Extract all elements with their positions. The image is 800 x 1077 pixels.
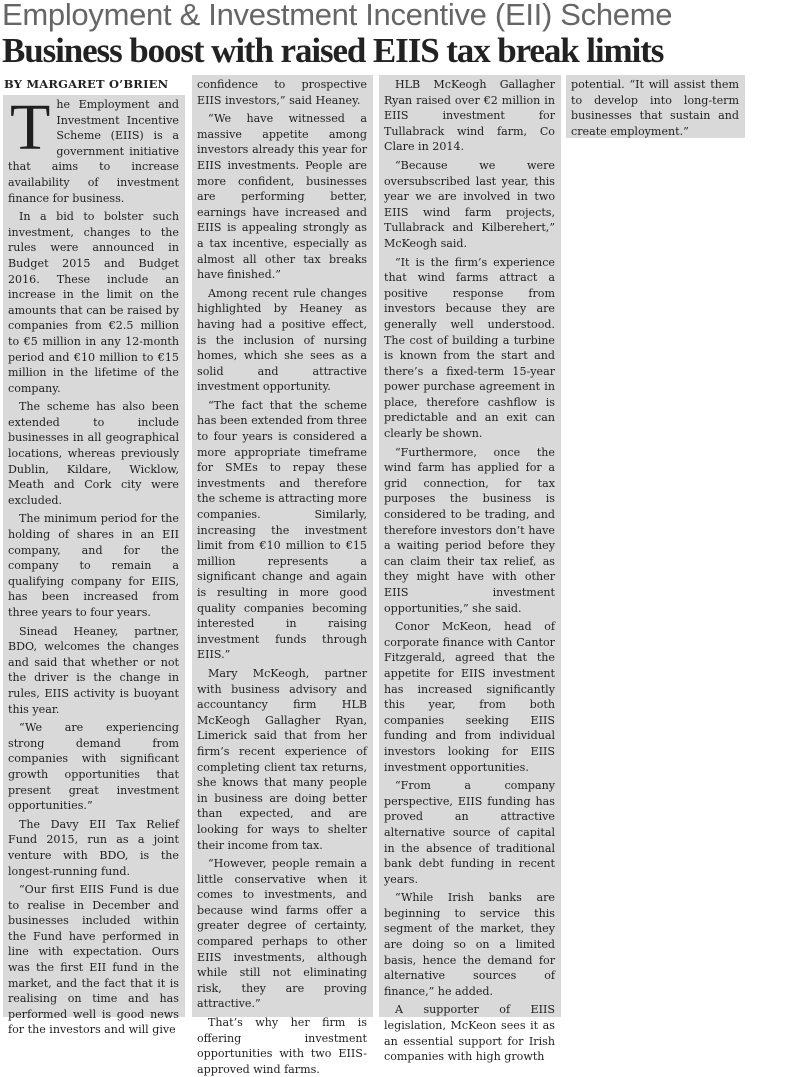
paragraph: “However, people remain a little conservative when it comes to investments, and because wind farms offer a greater degree of certainty, compared perhaps to other EIIS investments, although while still not eliminating risk, they are proving attractive.” [197, 857, 367, 1011]
paragraph: potential. “It will assist them to develop into long-term businesses that sustain and create employment.” [571, 78, 739, 138]
paragraph: Conor McKeon, head of corporate finance with Cantor Fitzgerald, agreed that the appetite for EIIS investment has increased significantly this year, from both companies seeking EIIS funding and from individual investors looking for EIIS investment opportunities. [384, 620, 555, 774]
paragraph: HLB McKeogh Gallagher Ryan raised over €2 million in EIIS investment for Tullabrack wind farm, Co Clare in 2014. [384, 78, 555, 154]
drop-cap: T [10, 91, 51, 164]
paragraph: That’s why her firm is offering investment opportunities with two EIIS-approved wind farms. [197, 1016, 367, 1076]
paragraph: “We are experiencing strong demand from companies with significant growth opportunities that present great investment opportunities.” [8, 721, 179, 813]
paragraph: confidence to prospective EIIS investors,” said Heaney. [197, 78, 367, 107]
paragraph: “Our first EIIS Fund is due to realise in December and businesses included within the Fund have performed in line with expectation. Ours was the first EII fund in the market, and the fact that it is realising on time and has performed well is good news for the investors and will give [8, 883, 179, 1037]
paragraph: “While Irish banks are beginning to service this segment of the market, they are doing so on a limited basis, hence the demand for alternative sources of finance,” he added. [384, 891, 555, 998]
column-1 [3, 91, 185, 1037]
headline: Business boost with raised EIIS tax break limits [2, 31, 664, 70]
column-3 [379, 75, 561, 1064]
paragraph: “Furthermore, once the wind farm has applied for a grid connection, for tax purposes the business is considered to be trading, and therefore investors don’t have a waiting period before they can claim their tax relief, as they might have with other EIIS investment opportunities,” she said. [384, 445, 555, 615]
paragraph: Sinead Heaney, partner, BDO, welcomes the changes and said that whether or not the driver is the change in rules, EIIS activity is buoyant this year. [8, 624, 179, 716]
paragraph: “It is the firm’s experience that wind farms attract a positive response from investors because they are generally well understood. The cost of building a turbine is known from the start and there’s a fixed-term 15-year power purchase agreement in place, therefore cashflow is predictable and an exit can clearly be shown. [384, 255, 555, 441]
section-kicker: Employment & Investment Incentive (EII) Scheme [2, 0, 673, 32]
paragraph: In a bid to bolster such investment, changes to the rules were announced in Budget 2015 and Budget 2016. These include an increase in the limit on the amounts that can be raised by companies from €2.5 million to €5 million in any 12-month period and €10 million to €15 million in the lifetime of the company. [8, 210, 179, 395]
column-4 [566, 75, 745, 138]
paragraph: Among recent rule changes highlighted by Heaney as having had a positive effect, is the inclusion of nursing homes, which she sees as a solid and attractive investment opportunity. [197, 286, 367, 394]
column-2 [192, 75, 373, 1076]
paragraph: he Employment and Investment Incentive Scheme (EIIS) is a government initiative that aims to increase availability of investment finance for business. [8, 98, 179, 205]
paragraph: The scheme has also been extended to include businesses in all geographical locations, whereas previously Dublin, Kildare, Wicklow, Meath and Cork city were excluded. [8, 400, 179, 507]
paragraph: “Because we were oversubscribed last year, this year we are involved in two EIIS wind farm projects, Tullabrack and Kilberehert,” McKeogh said. [384, 158, 555, 250]
byline: BY MARGARET O’BRIEN [4, 77, 169, 91]
paragraph: “From a company perspective, EIIS funding has proved an attractive alternative source of capital in the absence of traditional bank debt funding in recent years. [384, 779, 555, 886]
paragraph: The minimum period for the holding of shares in an EII company, and for the company to remain a qualifying company for EIIS, has been increased from three years to four years. [8, 512, 179, 619]
paragraph: “The fact that the scheme has been extended from three to four years is considered a more appropriate timeframe for SMEs to repay these investments and therefore the scheme is attracting more companies. Similarly, increasing the investment limit from €10 million to €15 million represents a significant change and again is resulting in more good quality companies becoming interested in raising investment funds through EIIS.” [197, 398, 367, 662]
paragraph: Mary McKeogh, partner with business advisory and accountancy firm HLB McKeogh Gallagher Ryan, Limerick said that from her firm’s recent experience of completing client tax returns, she knows that many people in business are doing better than expected, and are looking for ways to shelter their income from tax. [197, 666, 367, 852]
paragraph: “We have witnessed a massive appetite among investors already this year for EIIS investments. People are more confident, businesses are performing better, earnings have increased and EIIS is appealing strongly as a tax incentive, especially as almost all other tax breaks have finished.” [197, 112, 367, 282]
paragraph: The Davy EII Tax Relief Fund 2015, run as a joint venture with BDO, is the longest-running fund. [8, 817, 179, 878]
paragraph: A supporter of EIIS legislation, McKeon sees it as an essential support for Irish companies with high growth [384, 1003, 555, 1064]
